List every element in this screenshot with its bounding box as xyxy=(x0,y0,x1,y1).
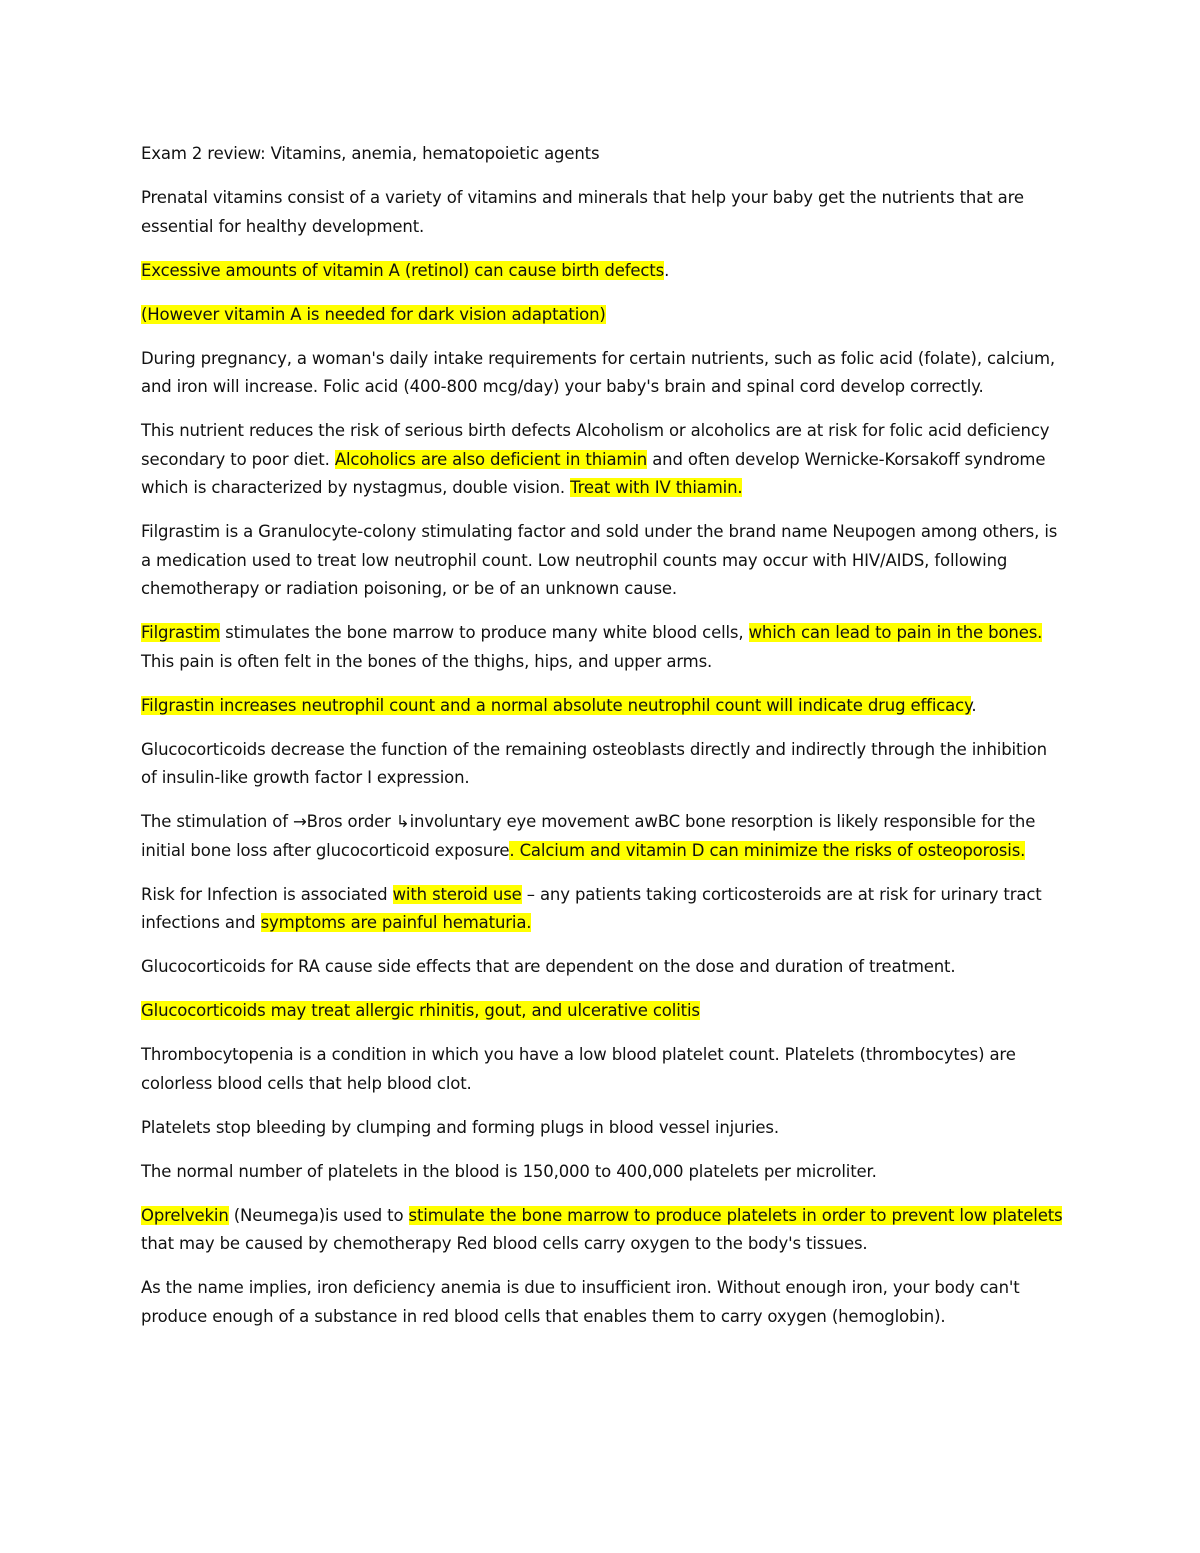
text-run: The normal number of platelets in the blood is 150,000 to 400,000 platelets per microliter. xyxy=(141,1161,877,1181)
highlighted-text: Alcoholics are also deficient in thiamin xyxy=(334,449,648,469)
highlighted-text: symptoms are painful hematuria. xyxy=(260,913,532,932)
paragraph xyxy=(141,692,1066,721)
highlighted-text: with steroid use xyxy=(392,884,522,904)
highlighted-text: stimulate the bone marrow to produce platelets in order to prevent low platelets xyxy=(408,1205,1063,1225)
text-run: Thrombocytopenia is a condition in which you have a low blood platelet count. Platelets (thrombocytes) are colorless blood cells that help blood clot. xyxy=(141,1045,1016,1093)
paragraph xyxy=(141,1114,1066,1143)
paragraph xyxy=(141,997,1066,1026)
paragraph xyxy=(141,417,1066,503)
highlighted-text: Excessive amounts of vitamin A (retinol) can cause birth defects xyxy=(141,260,665,280)
paragraph xyxy=(141,345,1066,402)
text-run: During pregnancy, a woman's daily intake requirements for certain nutrients, such as folic acid (folate), calcium, and iron will increase. Folic acid (400-800 mcg/day) your baby's brain and spinal cord develop correctly. xyxy=(141,348,1056,396)
highlighted-text: which can lead to pain in the bones. xyxy=(748,623,1043,642)
text-run: The stimulation of →Bros order ↳involuntary eye movement awBC bone resorption is likely responsible for the initial bone loss after glucocorticoid exposure xyxy=(141,812,1036,860)
text-run: Filgrastim is a Granulocyte-colony stimulating factor and sold under the brand name Neupogen among others, is a medication used to treat low neutrophil count. Low neutrophil counts may occur with HIV/AIDS, following chemotherapy or radiation poisoning, or be of an unknown cause. xyxy=(141,522,1058,598)
highlighted-text: . Calcium and vitamin D can minimize the risks of osteoporosis. xyxy=(509,840,1026,860)
text-run: . xyxy=(664,260,670,280)
text-run: Exam 2 review: Vitamins, anemia, hematopoietic agents xyxy=(141,144,600,163)
text-run: that may be caused by chemotherapy Red blood cells carry oxygen to the body's tissues. xyxy=(141,1234,868,1253)
highlighted-text: Treat with IV thiamin. xyxy=(570,478,743,497)
document-title xyxy=(141,140,1066,169)
paragraph xyxy=(141,1274,1066,1331)
highlighted-text: Filgrastim xyxy=(141,623,221,642)
paragraph xyxy=(141,619,1066,676)
text-run: – any patients taking corticosteroids are at risk for urinary tract infections and xyxy=(141,884,1042,932)
text-run: Risk for Infection is associated xyxy=(141,884,393,904)
paragraph xyxy=(141,1158,1066,1187)
document-page xyxy=(141,140,1066,1347)
paragraph xyxy=(141,953,1066,982)
highlighted-text: Filgrastin increases neutrophil count and a normal absolute neutrophil count will indicate drug efficacy xyxy=(141,695,972,715)
paragraph xyxy=(141,257,1066,286)
text-run: (Neumega)is used to xyxy=(228,1205,409,1225)
paragraph xyxy=(141,518,1066,604)
paragraph xyxy=(141,736,1066,793)
paragraph xyxy=(141,184,1066,241)
text-run: As the name implies, iron deficiency anemia is due to insufficient iron. Without enough iron, your body can't produce enough of a substance in red blood cells that enables them to carry oxygen (hemoglobin). xyxy=(141,1278,1020,1326)
paragraph xyxy=(141,808,1066,865)
text-run: This nutrient reduces the risk of serious birth defects Alcoholism or alcoholics are at risk for folic acid deficiency secondary to poor diet. xyxy=(141,421,1050,469)
highlighted-text: Glucocorticoids may treat allergic rhinitis, gout, and ulcerative colitis xyxy=(141,1001,700,1020)
paragraph xyxy=(141,1041,1066,1098)
paragraph xyxy=(141,881,1066,938)
highlighted-text: Oprelvekin xyxy=(141,1205,229,1225)
paragraph xyxy=(141,301,1066,330)
text-run: stimulates the bone marrow to produce many white blood cells, xyxy=(220,623,749,642)
text-run: Glucocorticoids for RA cause side effects that are dependent on the dose and duration of treatment. xyxy=(141,957,956,976)
text-run: and often develop Wernicke-Korsakoff syndrome which is characterized by nystagmus, double vision. xyxy=(141,449,1046,497)
text-run: . xyxy=(971,695,977,715)
text-run: Platelets stop bleeding by clumping and forming plugs in blood vessel injuries. xyxy=(141,1117,779,1137)
text-run: Glucocorticoids decrease the function of the remaining osteoblasts directly and indirectly through the inhibition of insulin-like growth factor I expression. xyxy=(141,739,1047,787)
paragraph xyxy=(141,1202,1066,1259)
highlighted-text: (However vitamin A is needed for dark vision adaptation) xyxy=(141,304,606,324)
text-run: This pain is often felt in the bones of the thighs, hips, and upper arms. xyxy=(141,651,713,671)
text-run: Prenatal vitamins consist of a variety of vitamins and minerals that help your baby get the nutrients that are essential for healthy development. xyxy=(141,188,1024,236)
